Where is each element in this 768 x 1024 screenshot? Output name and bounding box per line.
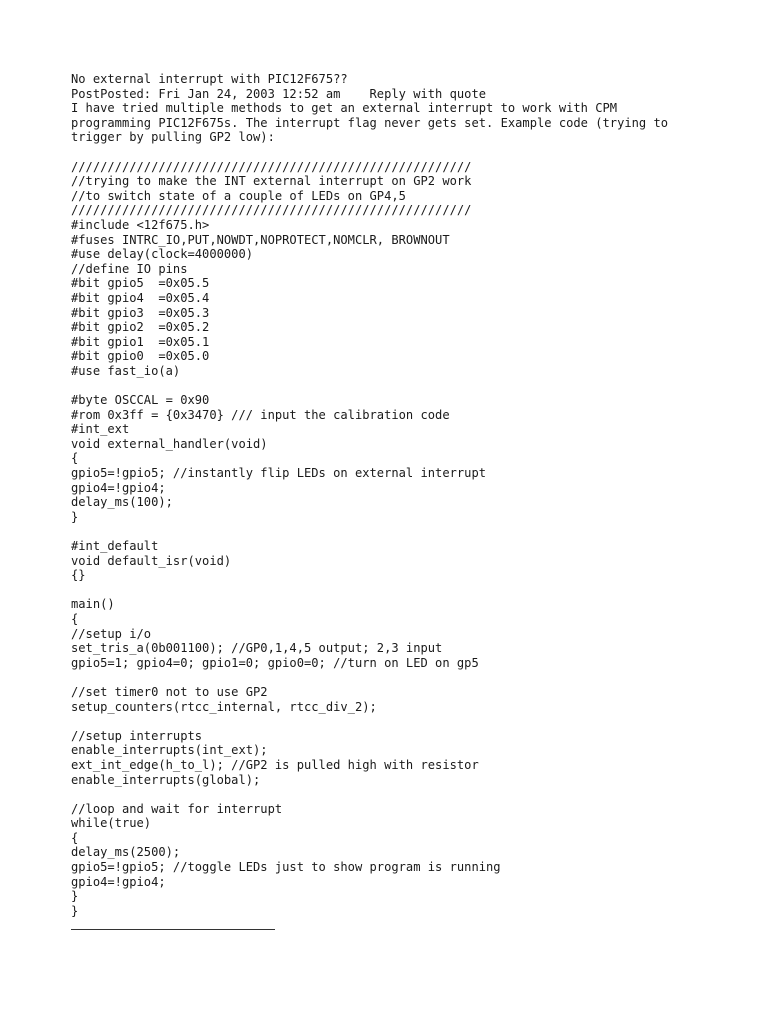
code-line: } <box>71 903 79 918</box>
code-line: set_tris_a(0b001100); //GP0,1,4,5 output; 2,3 input <box>71 641 443 656</box>
code-line: gpio5=!gpio5; //toggle LEDs just to show program is running <box>71 860 501 875</box>
code-line: //loop and wait for interrupt <box>71 801 283 816</box>
post-title: No external interrupt with PIC12F675?? <box>71 72 348 86</box>
code-line: #use fast_io(a) <box>71 363 181 378</box>
code-line: gpio4=!gpio4; <box>71 480 166 495</box>
code-line: /////////////////////////////////////////////////////// <box>71 159 472 174</box>
code-line: /////////////////////////////////////////////////////// <box>71 203 472 218</box>
code-line: #bit gpio1 =0x05.1 <box>71 334 210 349</box>
code-line: #bit gpio2 =0x05.2 <box>71 320 210 335</box>
code-line: delay_ms(2500); <box>71 845 181 860</box>
code-line: } <box>71 509 79 524</box>
code-line: void default_isr(void) <box>71 553 232 568</box>
code-line: #bit gpio0 =0x05.0 <box>71 349 210 364</box>
code-line: //define IO pins <box>71 261 188 276</box>
code-line <box>71 583 761 598</box>
code-line: #bit gpio4 =0x05.4 <box>71 290 210 305</box>
code-line: //to switch state of a couple of LEDs on GP4,5 <box>71 188 406 203</box>
intro-line: I have tried multiple methods to get an external interrupt to work with CPM <box>71 101 618 116</box>
code-line: gpio4=!gpio4; <box>71 874 166 889</box>
code-line: #bit gpio5 =0x05.5 <box>71 276 210 291</box>
code-line: ext_int_edge(h_to_l); //GP2 is pulled high with resistor <box>71 757 479 772</box>
code-line: //trying to make the INT external interrupt on GP2 work <box>71 174 472 189</box>
code-line: #fuses INTRC_IO,PUT,NOWDT,NOPROTECT,NOMCLR, BROWNOUT <box>71 232 450 247</box>
code-line: } <box>71 889 79 904</box>
code-line: while(true) <box>71 816 152 831</box>
code-line: { <box>71 611 79 626</box>
forum-post <box>71 72 761 930</box>
code-line <box>71 378 761 393</box>
code-line: gpio5=1; gpio4=0; gpio1=0; gpio0=0; //turn on LED on gp5 <box>71 655 479 670</box>
code-line: { <box>71 830 79 845</box>
code-line: enable_interrupts(global); <box>71 772 261 787</box>
code-line: #include <12f675.h> <box>71 217 210 232</box>
code-line: #rom 0x3ff = {0x3470} /// input the calibration code <box>71 407 450 422</box>
post-meta: PostPosted: Fri Jan 24, 2003 12:52 am Reply with quote <box>71 86 487 101</box>
code-line <box>71 524 761 539</box>
code-line: #bit gpio3 =0x05.3 <box>71 305 210 320</box>
code-line: {} <box>71 568 86 583</box>
code-block <box>71 145 761 918</box>
intro-line: trigger by pulling GP2 low): <box>71 130 275 145</box>
code-line: main() <box>71 597 115 612</box>
code-line <box>71 670 761 685</box>
code-line: enable_interrupts(int_ext); <box>71 743 268 758</box>
code-line <box>71 145 761 160</box>
code-line: //setup i/o <box>71 626 152 641</box>
code-line <box>71 787 761 802</box>
code-line: //setup interrupts <box>71 728 203 743</box>
code-line: #byte OSCCAL = 0x90 <box>71 393 210 408</box>
intro-line: programming PIC12F675s. The interrupt flag never gets set. Example code (trying to <box>71 115 669 130</box>
code-line: { <box>71 451 79 466</box>
code-line: //set timer0 not to use GP2 <box>71 684 268 699</box>
code-line: delay_ms(100); <box>71 495 173 510</box>
code-line: #int_default <box>71 539 159 553</box>
code-line <box>71 714 761 729</box>
code-line: setup_counters(rtcc_internal, rtcc_div_2); <box>71 699 377 714</box>
code-line: #int_ext <box>71 422 130 437</box>
code-line: void external_handler(void) <box>71 436 268 451</box>
code-line: #use delay(clock=4000000) <box>71 247 254 262</box>
code-line: gpio5=!gpio5; //instantly flip LEDs on external interrupt <box>71 466 487 481</box>
post-intro <box>71 101 761 145</box>
signature-divider <box>71 929 275 930</box>
